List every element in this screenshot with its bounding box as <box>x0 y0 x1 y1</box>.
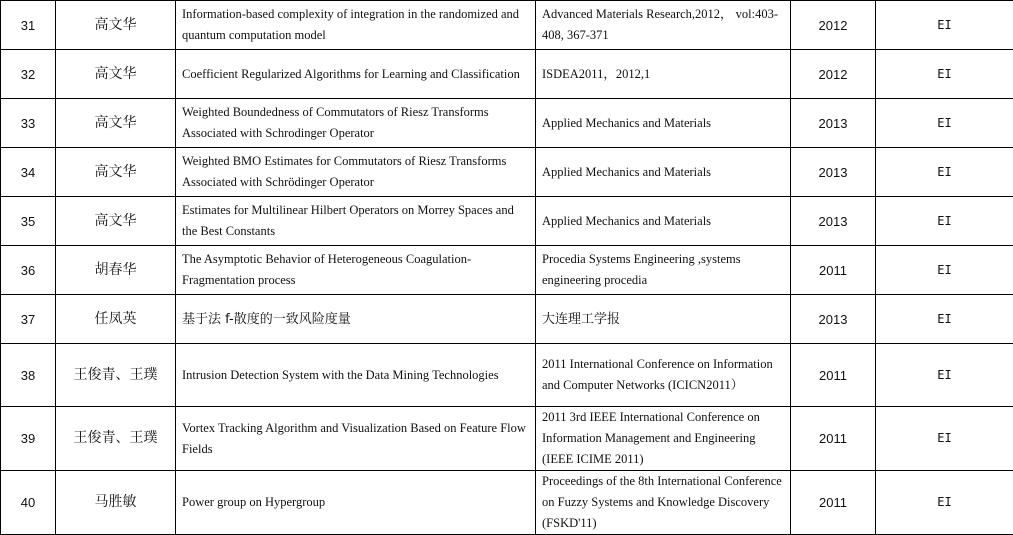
author-cell: 任凤英 <box>56 295 176 344</box>
table-row <box>1 50 1013 99</box>
venue-cell: Applied Mechanics and Materials <box>536 99 791 148</box>
title-cell: Vortex Tracking Algorithm and Visualization Based on Feature Flow Fields <box>176 407 536 471</box>
row-number: 37 <box>1 295 56 344</box>
table-row <box>1 99 1013 148</box>
author-cell: 王俊青、王璞 <box>56 344 176 407</box>
index-cell: EI <box>876 99 1013 148</box>
row-number: 39 <box>1 407 56 471</box>
index-cell: EI <box>876 344 1013 407</box>
venue-cell: 2011 International Conference on Information and Computer Networks (ICICN2011） <box>536 344 791 407</box>
table-row <box>1 1 1013 50</box>
venue-cell: ISDEA2011，2012,1 <box>536 50 791 99</box>
index-cell: EI <box>876 407 1013 471</box>
index-cell: EI <box>876 50 1013 99</box>
title-cell: 基于法 f-散度的一致风险度量 <box>176 295 536 344</box>
venue-cell: Applied Mechanics and Materials <box>536 197 791 246</box>
index-cell: EI <box>876 471 1013 535</box>
title-cell: Weighted BMO Estimates for Commutators of Riesz Transforms Associated with Schrödinger Operator <box>176 148 536 197</box>
row-number: 40 <box>1 471 56 535</box>
venue-cell: Advanced Materials Research,2012， vol:403-408, 367-371 <box>536 1 791 50</box>
title-cell: Intrusion Detection System with the Data Mining Technologies <box>176 344 536 407</box>
year-cell: 2011 <box>791 471 876 535</box>
table-row <box>1 197 1013 246</box>
author-cell: 马胜敏 <box>56 471 176 535</box>
author-cell: 高文华 <box>56 1 176 50</box>
year-cell: 2013 <box>791 197 876 246</box>
venue-cell: Applied Mechanics and Materials <box>536 148 791 197</box>
row-number: 32 <box>1 50 56 99</box>
row-number: 36 <box>1 246 56 295</box>
index-cell: EI <box>876 246 1013 295</box>
author-cell: 王俊青、王璞 <box>56 407 176 471</box>
venue-cell: Proceedings of the 8th International Conference on Fuzzy Systems and Knowledge Discovery (FSKD'11) <box>536 471 791 535</box>
title-cell: Estimates for Multilinear Hilbert Operators on Morrey Spaces and the Best Constants <box>176 197 536 246</box>
row-number: 34 <box>1 148 56 197</box>
venue-cell: Procedia Systems Engineering ,systems engineering procedia <box>536 246 791 295</box>
title-cell: Coefficient Regularized Algorithms for Learning and Classification <box>176 50 536 99</box>
venue-cell: 大连理工学报 <box>536 295 791 344</box>
table-row <box>1 344 1013 407</box>
year-cell: 2012 <box>791 1 876 50</box>
table-row <box>1 295 1013 344</box>
index-cell: EI <box>876 295 1013 344</box>
index-cell: EI <box>876 1 1013 50</box>
year-cell: 2011 <box>791 407 876 471</box>
row-number: 38 <box>1 344 56 407</box>
title-cell: Information-based complexity of integration in the randomized and quantum computation model <box>176 1 536 50</box>
table-row <box>1 407 1013 471</box>
table-row <box>1 471 1013 535</box>
year-cell: 2013 <box>791 295 876 344</box>
row-number: 33 <box>1 99 56 148</box>
table-row <box>1 148 1013 197</box>
title-cell: Power group on Hypergroup <box>176 471 536 535</box>
title-cell: Weighted Boundedness of Commutators of Riesz Transforms Associated with Schrodinger Operator <box>176 99 536 148</box>
year-cell: 2011 <box>791 246 876 295</box>
year-cell: 2012 <box>791 50 876 99</box>
index-cell: EI <box>876 148 1013 197</box>
table-row <box>1 246 1013 295</box>
author-cell: 高文华 <box>56 197 176 246</box>
author-cell: 高文华 <box>56 148 176 197</box>
venue-cell: 2011 3rd IEEE International Conference on Information Management and Engineering (IEEE ICIME 2011) <box>536 407 791 471</box>
year-cell: 2013 <box>791 148 876 197</box>
title-cell: The Asymptotic Behavior of Heterogeneous Coagulation-Fragmentation process <box>176 246 536 295</box>
index-cell: EI <box>876 197 1013 246</box>
year-cell: 2013 <box>791 99 876 148</box>
year-cell: 2011 <box>791 344 876 407</box>
author-cell: 高文华 <box>56 50 176 99</box>
row-number: 31 <box>1 1 56 50</box>
author-cell: 胡春华 <box>56 246 176 295</box>
row-number: 35 <box>1 197 56 246</box>
author-cell: 高文华 <box>56 99 176 148</box>
